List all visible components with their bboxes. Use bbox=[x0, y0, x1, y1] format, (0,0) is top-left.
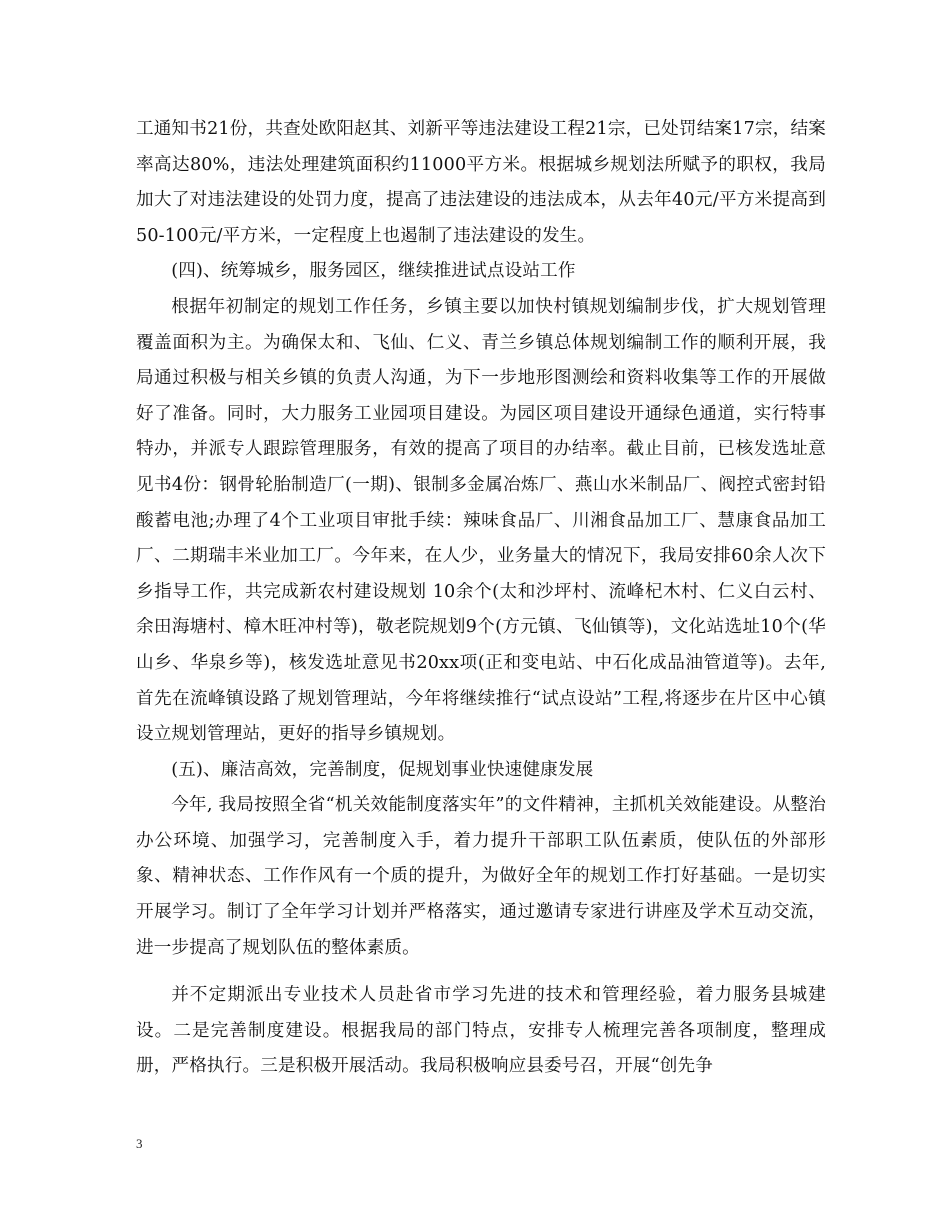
page-number: 3 bbox=[136, 1136, 143, 1151]
paragraph-efficiency-building: 今年, 我局按照全省“机关效能制度落实年”的文件精神，主抓机关效能建设。从整治办公环境、加强学习，完善制度入手，着力提升干部职工队伍素质，使队伍的外部形象、精神状态、工作作风有一个质的提升，为做好全年的规划工作打好基础。一是切实开展学习。制订了全年学习计划并严格落实，通过邀请专家进行讲座及学术互动交流，进一步提高了规划队伍的整体素质。 bbox=[136, 795, 826, 958]
document-body bbox=[136, 112, 826, 1085]
paragraph-enforcement-results: 工通知书21份，共查处欧阳赵其、刘新平等违法建设工程21宗，已处罚结案17宗，结案率高达80%，违法处理建筑面积约11000平方米。根据城乡规划法所赋予的职权，我局加大了对违法建设的处罚力度，提高了违法建设的违法成本，从去年40元/平方米提高到50-100元/平方米，一定程度上也遏制了违法建设的发生。 bbox=[136, 119, 826, 246]
section-heading-5: (五)、廉洁高效，完善制度，促规划事业快速健康发展 bbox=[171, 759, 594, 780]
paragraph-township-planning: 根据年初制定的规划工作任务，乡镇主要以加快村镇规划编制步伐，扩大规划管理覆盖面积为主。为确保太和、飞仙、仁义、青兰乡镇总体规划编制工作的顺利开展，我局通过积极与相关乡镇的负责人沟通，为下一步地形图测绘和资料收集等工作的开展做好了准备。同时，大力服务工业园项目建设。为园区项目建设开通绿色通道，实行特事特办，并派专人跟踪管理服务，有效的提高了项目的办结率。截止目前，已核发选址意见书4份：钢骨轮胎制造厂(一期)、银制多金属冶炼厂、燕山水米制品厂、阀控式密封铅酸蓄电池;办理了4个工业项目审批手续：辣味食品厂、川湘食品加工厂、慧康食品加工厂、二期瑞丰米业加工厂。今年来，在人少，业务量大的情况下，我局安排60余人次下乡指导工作，共完成新农村建设规划 10余个(太和沙坪村、流峰杞木村、仁义白云村、余田海塘村、樟木旺冲村等)，敬老院规划9个(方元镇、飞仙镇等)，文化站选址10个(华山乡、华泉乡等)，核发选址意见书20xx项(正和变电站、中石化成品油管道等)。去年,首先在流峰镇设路了规划管理站，今年将继续推行“试点设站”工程,将逐步在片区中心镇设立规划管理站，更好的指导乡镇规划。 bbox=[136, 296, 826, 745]
section-heading-4: (四)、统筹城乡，服务园区，继续推进试点设站工作 bbox=[171, 261, 576, 282]
paragraph-system-building: 并不定期派出专业技术人员赴省市学习先进的技术和管理经验，着力服务县城建设。二是完善制度建设。根据我局的部门特点，安排专人梳理完善各项制度，整理成册，严格执行。三是积极开展活动。我局积极响应县委号召，开展“创先争 bbox=[136, 985, 826, 1077]
